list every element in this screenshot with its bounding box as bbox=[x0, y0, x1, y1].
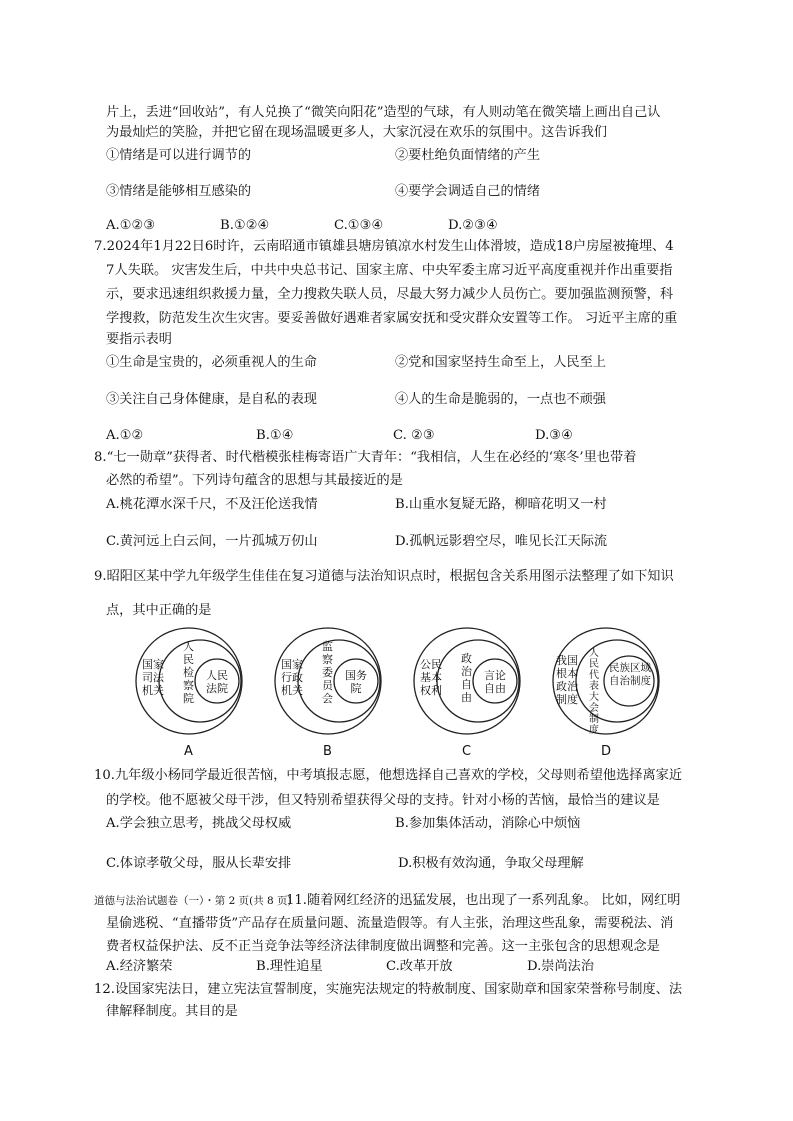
diagram-c-inner-label: 言论自由 bbox=[484, 669, 506, 695]
diagram-b-middle-label: 监察委员会 bbox=[322, 640, 333, 705]
q7-choice-d: D.③④ bbox=[535, 428, 573, 443]
q8-line-1: 8.“七一勋章”获得者、时代楷模张桂梅寄语广大青年：“我相信，人生在必经的‘寒冬’里也带着 bbox=[94, 450, 637, 465]
q6-option-4: ④要学会调适自己的情绪 bbox=[395, 184, 541, 199]
diagram-d bbox=[551, 626, 661, 736]
q7-line-2: 7人失联。 灾害发生后，中共中央总书记、国家主席、中央军委主席习近平高度重视并作出重要指 bbox=[106, 263, 673, 278]
diagram-a-outer-label: 国家司法机关 bbox=[142, 658, 164, 697]
q7-option-2: ②党和国家坚持生命至上，人民至上 bbox=[395, 355, 606, 370]
q12-line-2: 律解释制度。其目的是 bbox=[106, 1004, 238, 1019]
q11-choice-b: B.理性追星 bbox=[256, 959, 323, 974]
q6-choice-c: C.①③④ bbox=[334, 218, 384, 233]
diagram-d-inner-label: 民族区域自治制度 bbox=[609, 662, 651, 687]
diagram-a-inner-label: 人民法院 bbox=[206, 669, 228, 695]
q11-line-1: 11.随着网红经济的迅猛发展，也出现了一系列乱象。 比如，网红明 bbox=[286, 893, 681, 908]
q9-line-2: 点，其中正确的是 bbox=[106, 603, 212, 618]
q10-line-1: 10.九年级小杨同学最近很苦恼，中考填报志愿，他想选择自己喜欢的学校，父母则希望他选择离家近 bbox=[94, 768, 683, 783]
diagram-a-letter: A bbox=[184, 744, 193, 759]
q10-line-2: 的学校。他不愿被父母干涉，但又特别希望获得父母的支持。针对小杨的苦恼，最恰当的建议是 bbox=[106, 793, 660, 808]
q11-line-2: 星偷逃税、“直播带货”产品存在质量问题、流量造假等。有人主张，治理这些乱象，需要税法、消 bbox=[106, 916, 674, 931]
q7-option-1: ①生命是宝贵的，必须重视人的生命 bbox=[106, 355, 317, 370]
diagram-b-letter: B bbox=[323, 744, 332, 759]
q7-option-3: ③关注自己身体健康，是自私的表现 bbox=[106, 392, 317, 407]
diagram-b-outer-label: 国家行政机关 bbox=[281, 658, 303, 697]
q6-choice-a: A.①②③ bbox=[106, 218, 156, 233]
diagram-d-letter: D bbox=[601, 744, 612, 759]
q10-choice-d: D.积极有效沟通，争取父母理解 bbox=[398, 856, 584, 871]
q10-choice-a: A.学会独立思考，挑战父母权威 bbox=[106, 816, 292, 831]
q8-line-2: 必然的希望”。下列诗句蕴含的思想与其最接近的是 bbox=[106, 473, 403, 488]
q6-option-2: ②要杜绝负面情绪的产生 bbox=[395, 148, 541, 163]
diagram-c-middle-label: 政治自由 bbox=[461, 652, 472, 704]
q8-choice-c: C.黄河远上白云间，一片孤城万仞山 bbox=[106, 534, 318, 549]
q7-line-1: 7.2024年1月22日6时许，云南昭通市镇雄县塘房镇凉水村发生山体滑坡，造成18户房屋被掩埋、4 bbox=[94, 239, 674, 254]
diagram-d-middle-label: 人民代表大会制度 bbox=[589, 648, 599, 736]
q8-choice-d: D.孤帆远影碧空尽，唯见长江天际流 bbox=[395, 534, 608, 549]
q10-choice-b: B.参加集体活动，消除心中烦恼 bbox=[395, 816, 581, 831]
q12-line-1: 12.设国家宪法日，建立宪法宣誓制度，实施宪法规定的特赦制度、国家勋章和国家荣誉称号制度、法 bbox=[94, 982, 683, 997]
diagram-b bbox=[273, 626, 383, 736]
diagram-d-outer-label: 我国根本政治制度 bbox=[556, 654, 578, 706]
q11-line-3: 费者权益保护法、反不正当竞争法等经济法律制度做出调整和完善。这一主张包含的思想观念是 bbox=[106, 939, 660, 954]
q8-choice-a: A.桃花潭水深千尺，不及汪伦送我情 bbox=[106, 497, 318, 512]
q6-option-3: ③情绪是能够相互感染的 bbox=[106, 184, 252, 199]
q11-choice-a: A.经济繁荣 bbox=[106, 959, 173, 974]
diagram-b-inner-label: 国务院 bbox=[345, 669, 367, 695]
diagram-a bbox=[134, 626, 244, 736]
q8-choice-b: B.山重水复疑无路，柳暗花明又一村 bbox=[395, 497, 607, 512]
diagram-a-middle-label: 人民检察院 bbox=[183, 640, 194, 705]
q7-line-4: 学搜救，防范发生次生灾害。要妥善做好遇难者家属安抚和受灾群众安置等工作。 习近平主席的重 bbox=[106, 311, 678, 326]
q10-choice-c: C.体谅孝敬父母，服从长辈安排 bbox=[106, 856, 292, 871]
diagram-c-letter: C bbox=[462, 744, 472, 759]
q6-line-1: 片上，丢进“回收站”，有人兑换了“微笑向阳花”造型的气球，有人则动笔在微笑墙上画出自己认 bbox=[106, 105, 661, 120]
q6-choice-b: B.①②④ bbox=[220, 218, 270, 233]
q6-choice-d: D.②③④ bbox=[448, 218, 498, 233]
q7-choice-c: C. ②③ bbox=[393, 428, 435, 443]
q7-option-4: ④人的生命是脆弱的，一点也不顽强 bbox=[395, 392, 606, 407]
q6-option-1: ①情绪是可以进行调节的 bbox=[106, 148, 252, 163]
q11-choice-c: C.改革开放 bbox=[386, 959, 453, 974]
q7-line-5: 要指示表明 bbox=[106, 332, 172, 347]
q11-choice-d: D.崇尚法治 bbox=[527, 959, 595, 974]
q7-line-3: 示，要求迅速组织救援力量，全力搜救失联人员，尽最大努力减少人员伤亡。要加强监测预警，科 bbox=[106, 287, 674, 302]
q7-choice-b: B.①④ bbox=[256, 428, 294, 443]
q7-choice-a: A.①② bbox=[106, 428, 144, 443]
diagram-c-outer-label: 公民基本权利 bbox=[420, 658, 442, 697]
q9-line-1: 9.昭阳区某中学九年级学生佳佳在复习道德与法治知识点时，根据包含关系用图示法整理了如下知识 bbox=[94, 569, 674, 584]
diagram-c bbox=[412, 626, 522, 736]
page-footer: 道德与法治试题卷（一）・第 2 页(共 8 页) bbox=[94, 895, 292, 907]
q6-line-2: 为最灿烂的笑脸，并把它留在现场温暖更多人，大家沉浸在欢乐的氛围中。这告诉我们 bbox=[106, 125, 608, 140]
